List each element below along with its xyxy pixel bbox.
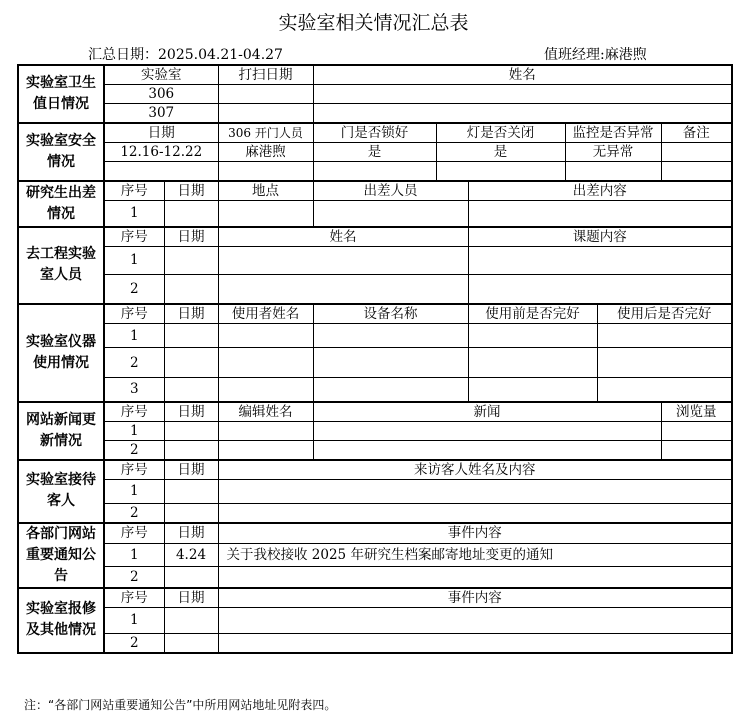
- table-header-cell: 使用者姓名: [218, 304, 313, 324]
- table-cell: 2: [104, 440, 164, 460]
- table-header-cell: 日期: [164, 588, 218, 608]
- table-row: [18, 85, 732, 104]
- table-header-cell: 备注: [661, 123, 732, 143]
- table-cell: [468, 246, 732, 274]
- table-cell: [218, 104, 313, 124]
- section-label: 实验室接待客人: [18, 460, 104, 523]
- table-header-cell: 序号: [104, 460, 164, 480]
- table-cell: 无异常: [565, 143, 661, 162]
- table-cell: [164, 324, 218, 348]
- section-label: 实验室仪器使用情况: [18, 304, 104, 402]
- table-cell: [661, 440, 732, 460]
- table-header-cell: 日期: [164, 181, 218, 201]
- engineering-header-row: [18, 227, 732, 247]
- table-cell: [218, 633, 732, 653]
- table-row: [18, 607, 732, 633]
- table-cell: 麻港煦: [218, 143, 313, 162]
- visitor-header-row: [18, 460, 732, 480]
- table-cell: [164, 421, 218, 440]
- table-row: [18, 201, 732, 227]
- table-header-cell: 来访客人姓名及内容: [218, 460, 732, 480]
- table-cell: [218, 503, 732, 523]
- table-cell: 1: [104, 421, 164, 440]
- table-header-cell: 306 开门人员: [218, 123, 313, 143]
- table-cell: [164, 378, 218, 402]
- table-cell: 是: [313, 143, 436, 162]
- table-header-cell: 日期: [164, 460, 218, 480]
- section-label: 实验室安全情况: [18, 123, 104, 181]
- table-cell: 2: [104, 348, 164, 378]
- table-cell: 2: [104, 633, 164, 653]
- trip-header-row: [18, 181, 732, 201]
- safety-header-row: [18, 123, 732, 143]
- table-cell: 12.16-12.22: [104, 143, 218, 162]
- table-cell: [218, 324, 313, 348]
- table-cell: [164, 246, 218, 274]
- table-cell: 1: [104, 324, 164, 348]
- table-row: [18, 479, 732, 503]
- table-cell: 1: [104, 607, 164, 633]
- section-label: 实验室报修及其他情况: [18, 588, 104, 653]
- table-cell: [218, 567, 732, 588]
- footnote: 注：“各部门网站重要通知公告”中所用网站地址见附表四。: [24, 698, 337, 712]
- table-cell: [164, 348, 218, 378]
- table-cell: [164, 274, 218, 304]
- table-cell: [313, 324, 468, 348]
- table-row: [18, 348, 732, 378]
- table-cell: [313, 85, 732, 104]
- table-header-cell: 序号: [104, 304, 164, 324]
- summary-date: 汇总日期：2025.04.21-04.27: [88, 47, 283, 63]
- table-cell: [313, 348, 468, 378]
- table-header-cell: 日期: [164, 523, 218, 544]
- repair-header-row: [18, 588, 732, 608]
- table-row: [18, 567, 732, 588]
- table-header-cell: 监控是否异常: [565, 123, 661, 143]
- table-cell: [436, 162, 565, 182]
- table-header-cell: 浏览量: [661, 402, 732, 422]
- table-header-cell: 序号: [104, 402, 164, 422]
- table-cell: 是: [436, 143, 565, 162]
- table-header-cell: 日期: [164, 304, 218, 324]
- table-header-cell: 打扫日期: [218, 65, 313, 85]
- table-cell: [218, 274, 468, 304]
- table-header-cell: 日期: [164, 402, 218, 422]
- table-cell: [468, 348, 597, 378]
- table-cell: [164, 479, 218, 503]
- table-cell: 1: [104, 543, 164, 566]
- notice-header-row: [18, 523, 732, 544]
- table-cell: 2: [104, 503, 164, 523]
- table-cell: [468, 324, 597, 348]
- table-cell: [661, 143, 732, 162]
- table-cell: [313, 378, 468, 402]
- table-cell: [597, 378, 732, 402]
- table-row: [18, 543, 732, 566]
- table-row: [18, 274, 732, 304]
- table-cell: [218, 421, 313, 440]
- table-row: [18, 633, 732, 653]
- table-row: [18, 421, 732, 440]
- table-cell: [313, 201, 468, 227]
- table-cell: 2: [104, 567, 164, 588]
- table-cell: [218, 162, 313, 182]
- table-header-cell: 地点: [218, 181, 313, 201]
- table-cell: 1: [104, 201, 164, 227]
- table-cell: [218, 607, 732, 633]
- table-header-cell: 姓名: [313, 65, 732, 85]
- table-header-cell: 序号: [104, 588, 164, 608]
- table-header-cell: 姓名: [218, 227, 468, 247]
- table-row: [18, 104, 732, 124]
- table-header-cell: 事件内容: [218, 523, 732, 544]
- table-cell: [164, 567, 218, 588]
- table-header-cell: 使用前是否完好: [468, 304, 597, 324]
- table-cell: [218, 246, 468, 274]
- table-row: [18, 324, 732, 348]
- section-label: 去工程实验室人员: [18, 227, 104, 305]
- summary-table: [17, 64, 733, 654]
- table-cell: [164, 503, 218, 523]
- table-header-cell: 序号: [104, 227, 164, 247]
- table-cell: 关于我校接收 2025 年研究生档案邮寄地址变更的通知: [218, 543, 732, 566]
- table-cell: [104, 162, 218, 182]
- table-header-cell: 门是否锁好: [313, 123, 436, 143]
- table-row: [18, 503, 732, 523]
- hygiene-header-row: [18, 65, 732, 85]
- table-cell: 1: [104, 479, 164, 503]
- table-cell: [468, 201, 732, 227]
- table-cell: [468, 378, 597, 402]
- duty-manager: 值班经理:麻港煦: [544, 47, 647, 63]
- section-label: 研究生出差情况: [18, 181, 104, 227]
- instrument-header-row: [18, 304, 732, 324]
- table-header-cell: 设备名称: [313, 304, 468, 324]
- table-cell: [164, 440, 218, 460]
- table-cell: 1: [104, 246, 164, 274]
- table-header-cell: 新闻: [313, 402, 661, 422]
- table-cell: 306: [104, 85, 218, 104]
- table-cell: [218, 440, 313, 460]
- table-row: [18, 378, 732, 402]
- table-cell: 307: [104, 104, 218, 124]
- table-header-cell: 课题内容: [468, 227, 732, 247]
- table-row: [18, 440, 732, 460]
- table-cell: [313, 162, 436, 182]
- table-cell: 3: [104, 378, 164, 402]
- table-header-cell: 序号: [104, 181, 164, 201]
- table-header-cell: 出差人员: [313, 181, 468, 201]
- table-cell: [313, 104, 732, 124]
- table-row: [18, 143, 732, 162]
- table-cell: [218, 378, 313, 402]
- table-cell: [164, 607, 218, 633]
- table-header-cell: 实验室: [104, 65, 218, 85]
- table-header-cell: 序号: [104, 523, 164, 544]
- section-label: 各部门网站重要通知公告: [18, 523, 104, 588]
- table-header-cell: 编辑姓名: [218, 402, 313, 422]
- table-header-cell: 灯是否关闭: [436, 123, 565, 143]
- section-label: 网站新闻更新情况: [18, 402, 104, 460]
- page-title: 实验室相关情况汇总表: [278, 12, 469, 34]
- table-cell: [218, 201, 313, 227]
- table-header-cell: 日期: [164, 227, 218, 247]
- table-cell: [218, 348, 313, 378]
- section-label: 实验室卫生值日情况: [18, 65, 104, 123]
- table-cell: [313, 421, 661, 440]
- table-row: [18, 246, 732, 274]
- table-header-cell: 日期: [104, 123, 218, 143]
- table-cell: [313, 440, 661, 460]
- table-cell: [164, 201, 218, 227]
- table-cell: [597, 324, 732, 348]
- news-header-row: [18, 402, 732, 422]
- table-header-cell: 事件内容: [218, 588, 732, 608]
- table-cell: [218, 479, 732, 503]
- table-cell: [164, 633, 218, 653]
- table-cell: [565, 162, 661, 182]
- table-cell: 4.24: [164, 543, 218, 566]
- table-cell: 2: [104, 274, 164, 304]
- table-cell: [661, 162, 732, 182]
- table-cell: [597, 348, 732, 378]
- table-cell: [661, 421, 732, 440]
- table-header-cell: 出差内容: [468, 181, 732, 201]
- table-header-cell: 使用后是否完好: [597, 304, 732, 324]
- table-row: [18, 162, 732, 182]
- table-cell: [468, 274, 732, 304]
- table-cell: [218, 85, 313, 104]
